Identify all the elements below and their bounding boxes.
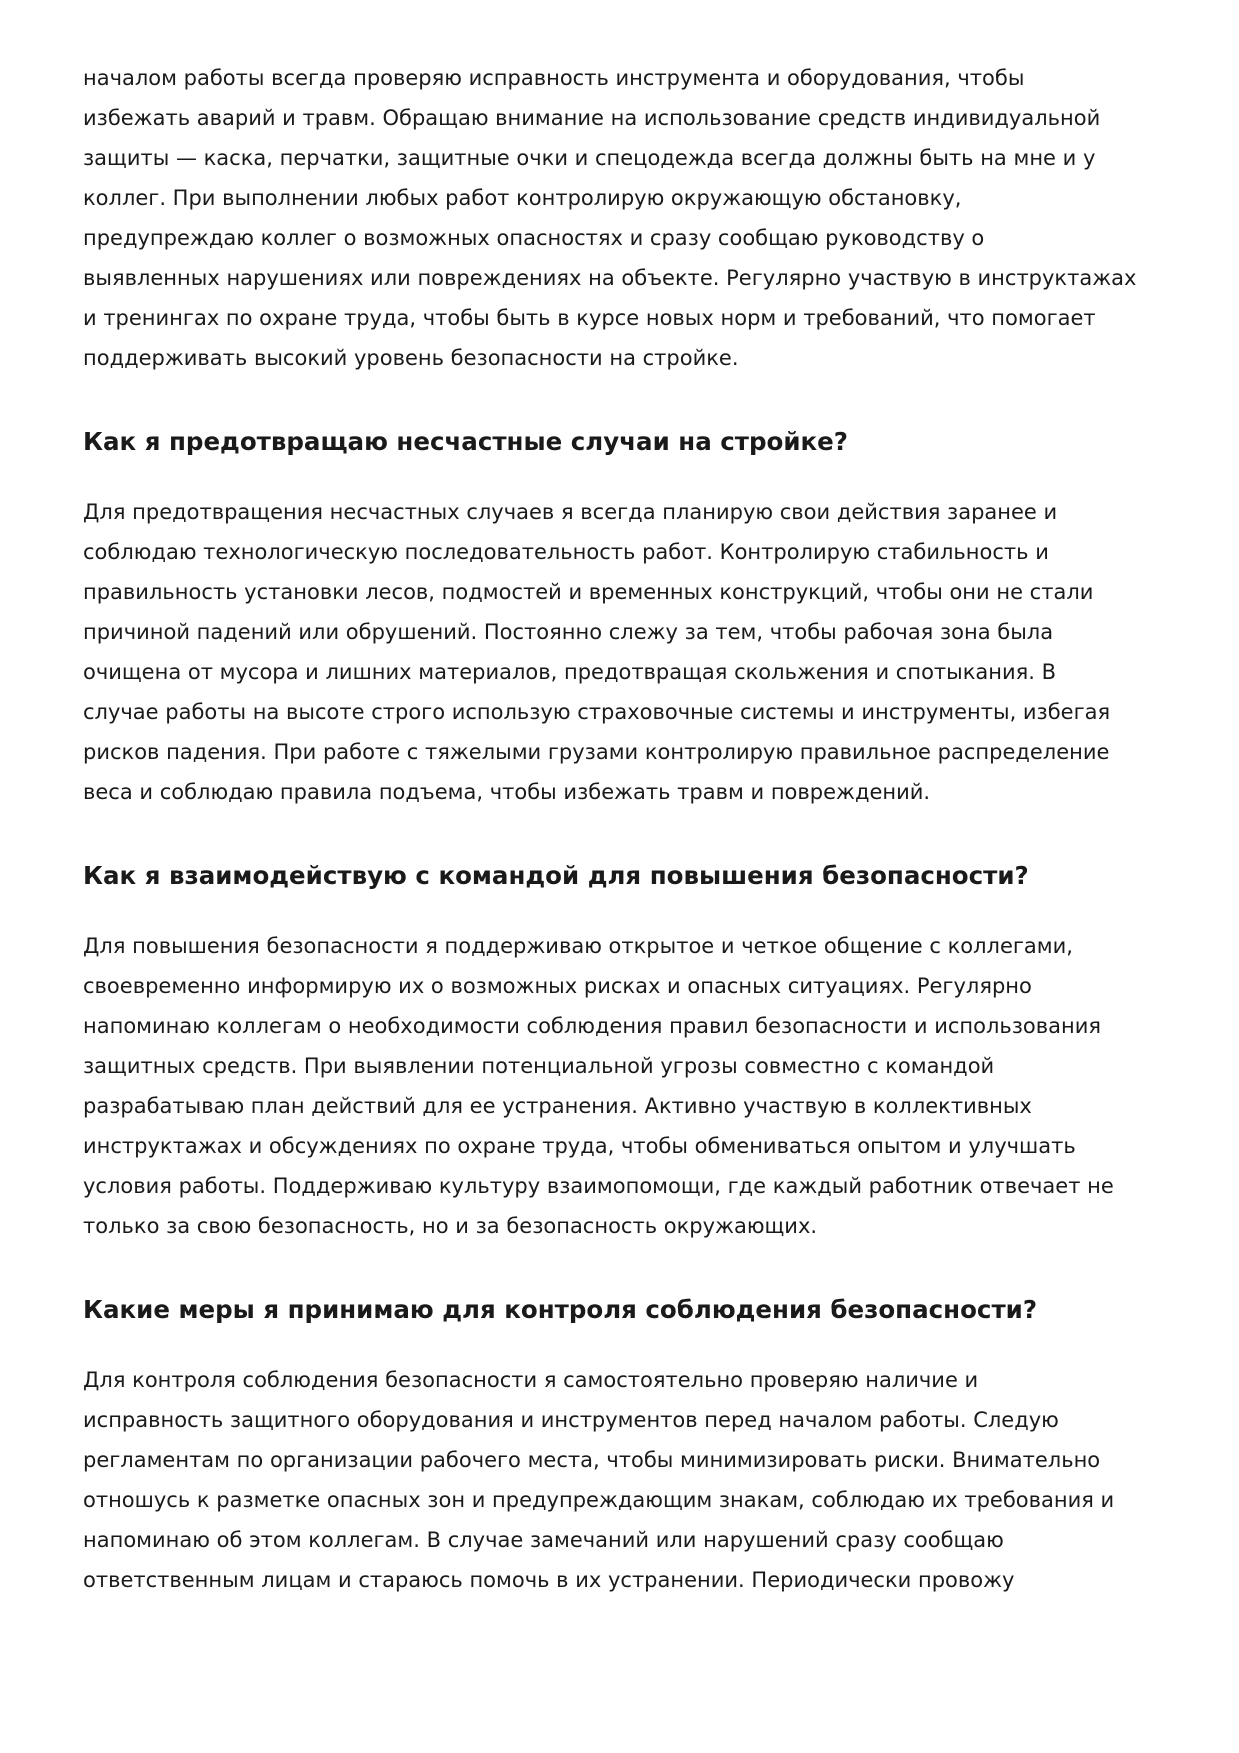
paragraph-line: защиты — каска, перчатки, защитные очки и спецодежда всегда должны быть на мне и у xyxy=(83,146,1096,170)
paragraph-line: отношусь к разметке опасных зон и предупреждающим знакам, соблюдаю их требования и xyxy=(83,1488,1115,1512)
paragraph-line: выявленных нарушениях или повреждениях на объекте. Регулярно участвую в инструктажах xyxy=(83,266,1137,290)
paragraph-line: веса и соблюдаю правила подъема, чтобы избежать травм и повреждений. xyxy=(83,780,931,804)
paragraph-line: случае работы на высоте строго использую страховочные системы и инструменты, избегая xyxy=(83,700,1111,724)
paragraph-line: Для контроля соблюдения безопасности я самостоятельно проверяю наличие и xyxy=(83,1368,979,1392)
paragraph-line: поддерживать высокий уровень безопасности на стройке. xyxy=(83,346,739,370)
team-interaction-paragraph xyxy=(83,926,1163,1246)
section-heading-accident-prevention: Как я предотвращаю несчастные случаи на стройке? xyxy=(83,427,848,456)
paragraph-line: предупреждаю коллег о возможных опасностях и сразу сообщаю руководству о xyxy=(83,226,985,250)
paragraph-line: избежать аварий и травм. Обращаю внимание на использование средств индивидуальной xyxy=(83,106,1101,130)
document-page xyxy=(83,58,1163,1600)
paragraph-line: коллег. При выполнении любых работ контролирую окружающую обстановку, xyxy=(83,186,962,210)
paragraph-line: очищена от мусора и лишних материалов, предотвращая скольжения и спотыкания. В xyxy=(83,660,1057,684)
paragraph-line: инструктажах и обсуждениях по охране труда, чтобы обмениваться опытом и улучшать xyxy=(83,1134,1076,1158)
section-heading-team-interaction: Как я взаимодействую с командой для повышения безопасности? xyxy=(83,861,1029,890)
paragraph-line: разрабатываю план действий для ее устранения. Активно участвую в коллективных xyxy=(83,1094,1032,1118)
paragraph-line: своевременно информирую их о возможных рисках и опасных ситуациях. Регулярно xyxy=(83,974,1032,998)
compliance-control-paragraph xyxy=(83,1360,1163,1600)
paragraph-line: условия работы. Поддерживаю культуру взаимопомощи, где каждый работник отвечает не xyxy=(83,1174,1114,1198)
paragraph-line: Для предотвращения несчастных случаев я всегда планирую свои действия заранее и xyxy=(83,500,1058,524)
paragraph-line: причиной падений или обрушений. Постоянно слежу за тем, чтобы рабочая зона была xyxy=(83,620,1054,644)
paragraph-line: правильность установки лесов, подмостей и временных конструкций, чтобы они не стали xyxy=(83,580,1094,604)
paragraph-line: исправность защитного оборудования и инструментов перед началом работы. Следую xyxy=(83,1408,1059,1432)
paragraph-line: соблюдаю технологическую последовательность работ. Контролирую стабильность и xyxy=(83,540,1049,564)
paragraph-line: началом работы всегда проверяю исправность инструмента и оборудования, чтобы xyxy=(83,66,1025,90)
paragraph-line: регламентам по организации рабочего места, чтобы минимизировать риски. Внимательно xyxy=(83,1448,1101,1472)
paragraph-line: рисков падения. При работе с тяжелыми грузами контролирую правильное распределение xyxy=(83,740,1110,764)
paragraph-line: защитных средств. При выявлении потенциальной угрозы совместно с командой xyxy=(83,1054,995,1078)
accident-prevention-paragraph xyxy=(83,492,1163,812)
section-heading-compliance-control: Какие меры я принимаю для контроля соблюдения безопасности? xyxy=(83,1295,1038,1324)
paragraph-line: и тренингах по охране труда, чтобы быть в курсе новых норм и требований, что помогает xyxy=(83,306,1096,330)
paragraph-line: ответственным лицам и стараюсь помочь в их устранении. Периодически провожу xyxy=(83,1568,1015,1592)
paragraph-line: напоминаю об этом коллегам. В случае замечаний или нарушений сразу сообщаю xyxy=(83,1528,1004,1552)
paragraph-line: напоминаю коллегам о необходимости соблюдения правил безопасности и использования xyxy=(83,1014,1102,1038)
paragraph-line: Для повышения безопасности я поддерживаю открытое и четкое общение с коллегами, xyxy=(83,934,1073,958)
intro-paragraph xyxy=(83,58,1163,378)
paragraph-line: только за свою безопасность, но и за безопасность окружающих. xyxy=(83,1214,818,1238)
